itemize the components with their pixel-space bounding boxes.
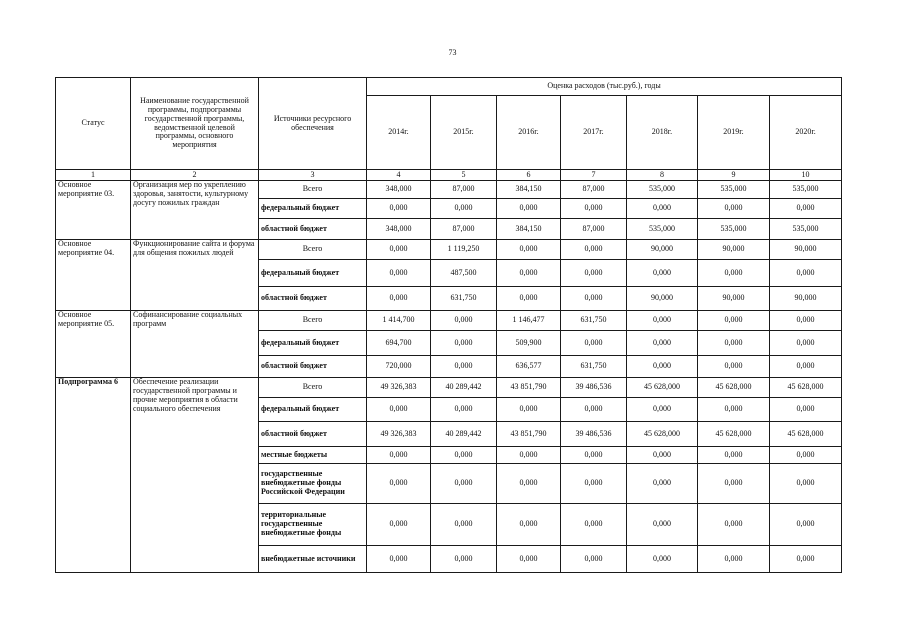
value-cell: 636,577	[497, 356, 561, 378]
value-cell: 0,000	[561, 260, 627, 287]
value-cell: 0,000	[561, 331, 627, 356]
column-number: 8	[627, 170, 698, 181]
budget-table	[55, 77, 842, 573]
column-number: 1	[56, 170, 131, 181]
row-source: Всего	[259, 378, 367, 398]
value-cell: 0,000	[497, 398, 561, 422]
column-number: 3	[259, 170, 367, 181]
value-cell: 43 851,790	[497, 378, 561, 398]
value-cell: 535,000	[770, 219, 842, 240]
row-status: Основное мероприятие 05.	[56, 311, 131, 378]
value-cell: 0,000	[431, 311, 497, 331]
value-cell: 384,150	[497, 219, 561, 240]
value-cell: 0,000	[627, 199, 698, 219]
value-cell: 0,000	[698, 260, 770, 287]
value-cell: 0,000	[561, 464, 627, 504]
value-cell: 90,000	[698, 287, 770, 311]
value-cell: 0,000	[698, 447, 770, 464]
header-name: Наименование государственной программы, подпрограммы государственной программы, ведомственной целевой программы, основного мероприятия	[131, 78, 259, 170]
value-cell: 0,000	[698, 311, 770, 331]
value-cell: 0,000	[431, 546, 497, 573]
value-cell: 0,000	[627, 331, 698, 356]
value-cell: 0,000	[698, 398, 770, 422]
value-cell: 0,000	[497, 504, 561, 546]
value-cell: 0,000	[770, 311, 842, 331]
value-cell: 0,000	[627, 311, 698, 331]
value-cell: 0,000	[770, 504, 842, 546]
value-cell: 0,000	[770, 260, 842, 287]
value-cell: 0,000	[561, 447, 627, 464]
column-number: 2	[131, 170, 259, 181]
value-cell: 87,000	[431, 219, 497, 240]
value-cell: 0,000	[770, 398, 842, 422]
value-cell: 0,000	[497, 260, 561, 287]
column-number: 10	[770, 170, 842, 181]
row-source: областной бюджет	[259, 422, 367, 447]
value-cell: 535,000	[627, 181, 698, 199]
value-cell: 0,000	[770, 546, 842, 573]
header-year: 2017г.	[561, 96, 627, 170]
value-cell: 45 628,000	[770, 378, 842, 398]
value-cell: 0,000	[561, 398, 627, 422]
value-cell: 0,000	[367, 240, 431, 260]
value-cell: 0,000	[497, 199, 561, 219]
row-source: местные бюджеты	[259, 447, 367, 464]
value-cell: 0,000	[698, 356, 770, 378]
header-year: 2018г.	[627, 96, 698, 170]
value-cell: 87,000	[561, 181, 627, 199]
value-cell: 45 628,000	[698, 378, 770, 398]
value-cell: 0,000	[431, 398, 497, 422]
row-source: государственные внебюджетные фонды Российской Федерации	[259, 464, 367, 504]
value-cell: 1 146,477	[497, 311, 561, 331]
value-cell: 87,000	[561, 219, 627, 240]
value-cell: 487,500	[431, 260, 497, 287]
row-source: федеральный бюджет	[259, 398, 367, 422]
column-number: 5	[431, 170, 497, 181]
row-source: территориальные государственные внебюджетные фонды	[259, 504, 367, 546]
value-cell: 0,000	[367, 287, 431, 311]
value-cell: 90,000	[698, 240, 770, 260]
value-cell: 0,000	[770, 356, 842, 378]
value-cell: 0,000	[431, 464, 497, 504]
value-cell: 0,000	[698, 199, 770, 219]
value-cell: 0,000	[627, 260, 698, 287]
value-cell: 43 851,790	[497, 422, 561, 447]
header-sources: Источники ресурсного обеспечения	[259, 78, 367, 170]
value-cell: 87,000	[431, 181, 497, 199]
row-name: Функционирование сайта и форума для общения пожилых людей	[131, 240, 259, 311]
value-cell: 0,000	[627, 398, 698, 422]
value-cell: 535,000	[698, 219, 770, 240]
value-cell: 0,000	[770, 331, 842, 356]
header-year: 2014г.	[367, 96, 431, 170]
value-cell: 535,000	[770, 181, 842, 199]
value-cell: 535,000	[627, 219, 698, 240]
value-cell: 0,000	[367, 464, 431, 504]
row-source: федеральный бюджет	[259, 331, 367, 356]
value-cell: 0,000	[627, 356, 698, 378]
value-cell: 0,000	[627, 447, 698, 464]
value-cell: 39 486,536	[561, 378, 627, 398]
value-cell: 40 289,442	[431, 378, 497, 398]
value-cell: 39 486,536	[561, 422, 627, 447]
value-cell: 0,000	[431, 504, 497, 546]
value-cell: 45 628,000	[627, 378, 698, 398]
value-cell: 0,000	[431, 199, 497, 219]
page-number: 73	[448, 48, 457, 57]
value-cell: 1 119,250	[431, 240, 497, 260]
value-cell: 0,000	[698, 464, 770, 504]
value-cell: 0,000	[770, 464, 842, 504]
value-cell: 720,000	[367, 356, 431, 378]
value-cell: 49 326,383	[367, 378, 431, 398]
value-cell: 90,000	[770, 287, 842, 311]
header-status: Статус	[56, 78, 131, 170]
table-row	[56, 181, 842, 199]
value-cell: 90,000	[770, 240, 842, 260]
value-cell: 45 628,000	[698, 422, 770, 447]
value-cell: 1 414,700	[367, 311, 431, 331]
value-cell: 49 326,383	[367, 422, 431, 447]
value-cell: 0,000	[698, 504, 770, 546]
value-cell: 0,000	[431, 356, 497, 378]
value-cell: 0,000	[497, 240, 561, 260]
row-source: Всего	[259, 240, 367, 260]
header-year: 2020г.	[770, 96, 842, 170]
value-cell: 0,000	[367, 546, 431, 573]
table-row	[56, 378, 842, 398]
table-row	[56, 311, 842, 331]
value-cell: 0,000	[367, 504, 431, 546]
row-name: Организация мер по укреплению здоровья, занятости, культурному досугу пожилых граждан	[131, 181, 259, 240]
row-source: областной бюджет	[259, 219, 367, 240]
value-cell: 0,000	[561, 287, 627, 311]
row-status: Основное мероприятие 03.	[56, 181, 131, 240]
value-cell: 694,700	[367, 331, 431, 356]
value-cell: 0,000	[497, 287, 561, 311]
row-status: Основное мероприятие 04.	[56, 240, 131, 311]
row-name: Обеспечение реализации государственной программы и прочие мероприятия в области социального обеспечения	[131, 378, 259, 573]
row-source: внебюджетные источники	[259, 546, 367, 573]
value-cell: 0,000	[367, 199, 431, 219]
header-year: 2016г.	[497, 96, 561, 170]
value-cell: 631,750	[431, 287, 497, 311]
row-source: федеральный бюджет	[259, 199, 367, 219]
value-cell: 0,000	[698, 546, 770, 573]
row-status: Подпрограмма 6	[56, 378, 131, 573]
value-cell: 0,000	[431, 447, 497, 464]
row-source: областной бюджет	[259, 356, 367, 378]
value-cell: 40 289,442	[431, 422, 497, 447]
value-cell: 509,900	[497, 331, 561, 356]
value-cell: 0,000	[561, 546, 627, 573]
row-source: областной бюджет	[259, 287, 367, 311]
value-cell: 0,000	[431, 331, 497, 356]
row-source: Всего	[259, 311, 367, 331]
row-source: федеральный бюджет	[259, 260, 367, 287]
value-cell: 0,000	[627, 546, 698, 573]
column-number: 7	[561, 170, 627, 181]
value-cell: 0,000	[561, 199, 627, 219]
column-number: 9	[698, 170, 770, 181]
column-number: 6	[497, 170, 561, 181]
value-cell: 0,000	[698, 331, 770, 356]
value-cell: 0,000	[627, 504, 698, 546]
column-number: 4	[367, 170, 431, 181]
value-cell: 0,000	[367, 447, 431, 464]
value-cell: 631,750	[561, 356, 627, 378]
header-estimate: Оценка расходов (тыс.руб.), годы	[367, 78, 842, 96]
value-cell: 0,000	[497, 546, 561, 573]
table-row	[56, 240, 842, 260]
value-cell: 0,000	[497, 447, 561, 464]
row-source: Всего	[259, 181, 367, 199]
value-cell: 0,000	[367, 260, 431, 287]
value-cell: 384,150	[497, 181, 561, 199]
value-cell: 0,000	[367, 398, 431, 422]
value-cell: 45 628,000	[627, 422, 698, 447]
value-cell: 0,000	[497, 464, 561, 504]
value-cell: 0,000	[770, 447, 842, 464]
value-cell: 348,000	[367, 219, 431, 240]
header-year: 2015г.	[431, 96, 497, 170]
value-cell: 90,000	[627, 240, 698, 260]
row-name: Софинансирование социальных программ	[131, 311, 259, 378]
value-cell: 45 628,000	[770, 422, 842, 447]
value-cell: 535,000	[698, 181, 770, 199]
value-cell: 90,000	[627, 287, 698, 311]
value-cell: 0,000	[627, 464, 698, 504]
value-cell: 348,000	[367, 181, 431, 199]
value-cell: 0,000	[561, 504, 627, 546]
header-year: 2019г.	[698, 96, 770, 170]
value-cell: 0,000	[561, 240, 627, 260]
value-cell: 0,000	[770, 199, 842, 219]
value-cell: 631,750	[561, 311, 627, 331]
